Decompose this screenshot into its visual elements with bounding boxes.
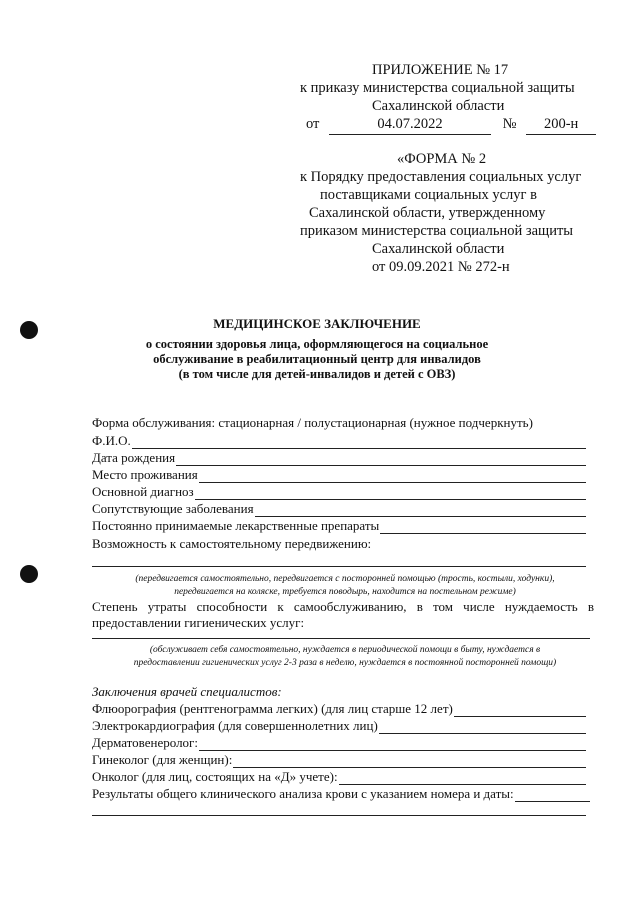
appendix-line-1: к приказу министерства социальной защиты — [300, 80, 575, 96]
document-title: МЕДИЦИНСКОЕ ЗАКЛЮЧЕНИЕ — [213, 316, 421, 331]
full-name-input[interactable] — [132, 435, 586, 449]
punch-hole-bottom — [20, 565, 38, 583]
order-date: 04.07.2022 — [329, 115, 491, 135]
field-birth-date — [92, 449, 586, 466]
oncologist-input[interactable] — [339, 771, 586, 785]
appendix-line-2: Сахалинской области — [372, 98, 505, 114]
mobility-input[interactable] — [92, 566, 586, 567]
birth-date-input[interactable] — [176, 452, 586, 466]
field-main-diagnosis — [92, 483, 586, 500]
form-ref-line: Сахалинской области, утвержденному — [309, 205, 546, 221]
number-label: № — [502, 116, 517, 132]
order-number: 200-н — [526, 115, 596, 135]
mobility-hint: (передвигается самостоятельно, передвигается с посторонней помощью (трость, костыли, ходунки), — [135, 574, 555, 584]
ecg-input[interactable] — [379, 720, 586, 734]
doctor-ecg — [92, 717, 586, 734]
comorbidities-input[interactable] — [255, 503, 586, 517]
field-label: Сопутствующие заболевания — [92, 501, 254, 516]
form-ref-line: приказом министерства социальной защиты — [300, 223, 574, 239]
dermatovenerologist-input[interactable] — [199, 737, 586, 751]
fluorography-input[interactable] — [454, 703, 586, 717]
doctor-label: Онколог (для лиц, состоящих на «Д» учете): — [92, 769, 338, 784]
document-subtitle-line: обслуживание в реабилитационный центр для инвалидов — [153, 352, 481, 366]
field-label: Место проживания — [92, 467, 198, 482]
blood-test-input-extra[interactable] — [92, 815, 586, 816]
medications-input[interactable] — [380, 520, 586, 534]
blood-test-input[interactable] — [515, 788, 590, 802]
appendix-title: ПРИЛОЖЕНИЕ № 17 — [372, 62, 509, 78]
selfcare-input[interactable] — [92, 638, 590, 639]
form-ref-title: «ФОРМА № 2 — [397, 151, 487, 167]
doctor-label: Дерматовенеролог: — [92, 735, 198, 750]
document-subtitle-line: (в том числе для детей-инвалидов и детей с ОВЗ) — [178, 367, 456, 381]
doctor-label: Флюорография (рентгенограмма легких) (для лиц старше 12 лет) — [92, 701, 453, 716]
form-ref-line: к Порядку предоставления социальных услуг — [300, 169, 582, 185]
doctor-oncologist — [92, 768, 586, 785]
document-subtitle-line: о состоянии здоровья лица, оформляющегося на социальное — [145, 337, 489, 351]
service-form-text: Форма обслуживания: стационарная / полустационарная (нужное подчеркнуть) — [92, 415, 533, 430]
mobility-hint: передвигается на коляске, требуется поводырь, находится на постельном режиме) — [174, 587, 516, 597]
field-label: Ф.И.О. — [92, 433, 131, 448]
blood-test-row — [92, 785, 590, 802]
field-residence — [92, 466, 586, 483]
form-ref-line: Сахалинской области — [372, 241, 505, 257]
doctor-label: Результаты общего клинического анализа крови с указанием номера и даты: — [92, 786, 514, 801]
form-ref-line: поставщиками социальных услуг в — [320, 187, 537, 203]
form-ref-line: от 09.09.2021 № 272-н — [372, 259, 510, 275]
gynecologist-input[interactable] — [233, 754, 586, 768]
field-medications — [92, 517, 586, 534]
mobility-label: Возможность к самостоятельному передвижению: — [92, 536, 372, 551]
selfcare-label: Степень утраты способности к самообслуживанию, в том числе нуждаемость в предоставлении гигиенических услуг: — [92, 599, 594, 630]
selfcare-hint: предоставлении гигиенических услуг 2-3 раза в неделю, нуждается в постоянной посторонней помощи) — [133, 658, 557, 668]
selfcare-hint: (обслуживает себя самостоятельно, нуждается в периодической помощи в быту, нуждается в — [149, 645, 541, 655]
doctor-label: Электрокардиография (для совершеннолетних лиц) — [92, 718, 378, 733]
appendix-date-row — [306, 115, 596, 135]
field-label: Дата рождения — [92, 450, 176, 465]
main-diagnosis-input[interactable] — [195, 486, 586, 500]
doctor-dermatovenerologist — [92, 734, 586, 751]
field-comorbidities — [92, 500, 586, 517]
doctor-gynecologist — [92, 751, 586, 768]
doctors-heading: Заключения врачей специалистов: — [92, 684, 282, 699]
field-full-name — [92, 432, 586, 449]
field-label: Постоянно принимаемые лекарственные препараты — [92, 518, 380, 533]
service-form-row — [92, 414, 586, 431]
from-label: от — [306, 116, 320, 132]
doctor-fluorography — [92, 700, 586, 717]
mobility-row — [92, 535, 586, 552]
residence-input[interactable] — [199, 469, 586, 483]
field-label: Основной диагноз — [92, 484, 194, 499]
doctor-label: Гинеколог (для женщин): — [92, 752, 233, 767]
